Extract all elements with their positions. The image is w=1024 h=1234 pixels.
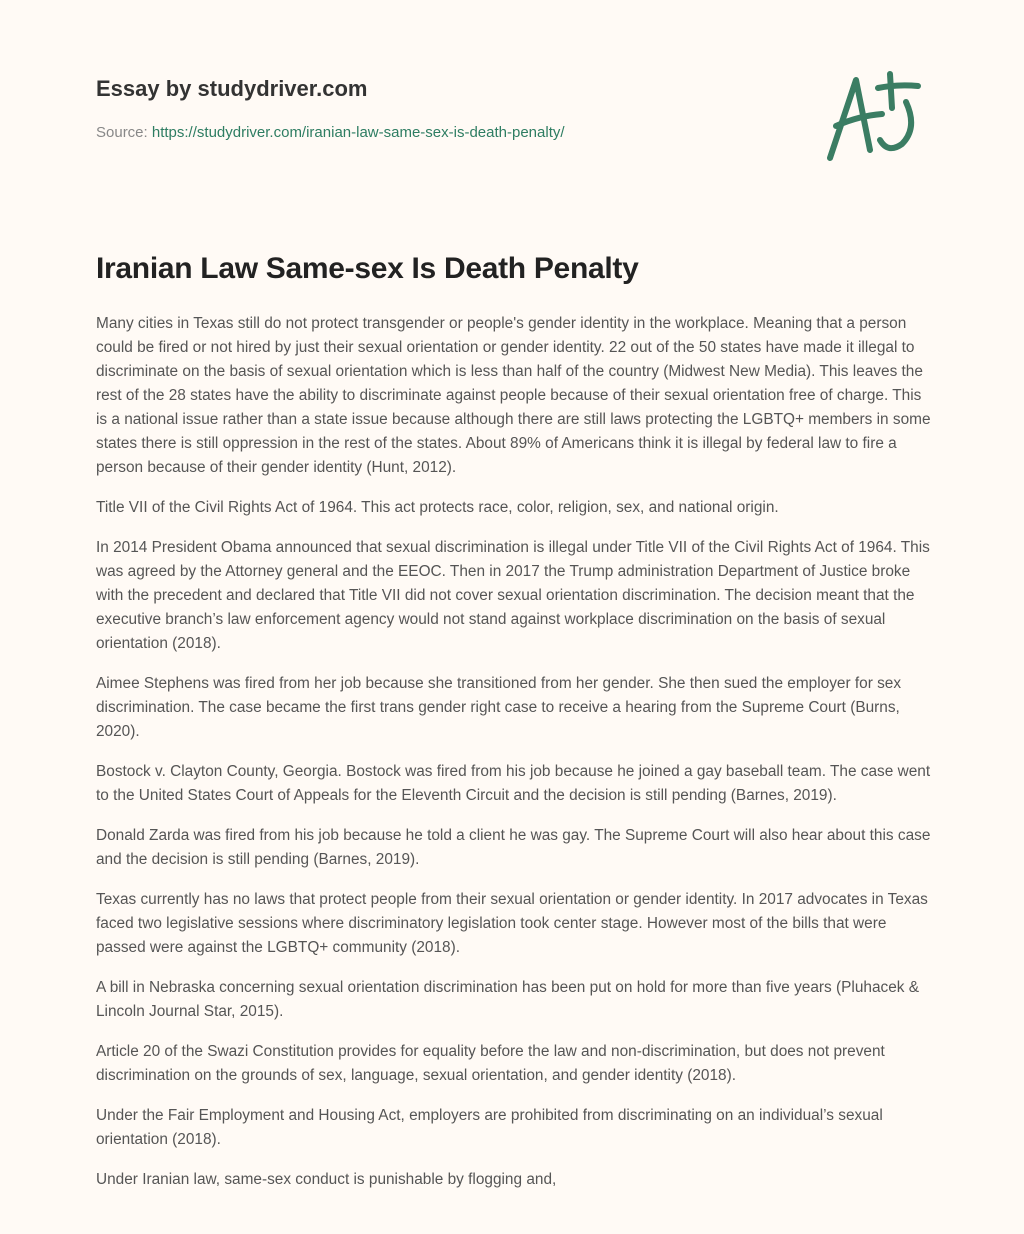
paragraph: Title VII of the Civil Rights Act of 1964. This act protects race, color, religion, sex, and national origin. bbox=[96, 499, 779, 516]
paragraph: Under Iranian law, same-sex conduct is punishable by flogging and, bbox=[96, 1171, 557, 1188]
essay-title: Iranian Law Same-sex Is Death Penalty bbox=[96, 252, 639, 285]
a-plus-logo-icon bbox=[818, 68, 928, 168]
source-line bbox=[96, 124, 565, 141]
source-label: Source: bbox=[96, 124, 148, 141]
paragraph: Aimee Stephens was fired from her job because she transitioned from her gender. She then sued the employer for sex discrimination. The case became the first trans gender right case to receive a hearing from the Supreme Court (Burns, 2020). bbox=[96, 675, 902, 740]
source-link[interactable]: https://studydriver.com/iranian-law-same-sex-is-death-penalty/ bbox=[151, 124, 565, 141]
paragraph: Donald Zarda was fired from his job because he told a client he was gay. The Supreme Court will also hear about this case and the decision is still pending (Barnes, 2019). bbox=[96, 827, 931, 868]
paragraph: Many cities in Texas still do not protect transgender or people's gender identity in the workplace. Meaning that a person could be fired or not hired by just their sexual orientation or gender identity. 22 out of the 50 states have made it illegal to discriminate on the basis of sexual orientation which is less than half of the country (Midwest New Media). This leaves the rest of the 28 states have the ability to discriminate against people because of their sexual orientation free of charge. This is a national issue rather than a state issue because although there are still laws protecting the LGBTQ+ members in some states there is still oppression in the rest of the states. About 89% of Americans think it is illegal by federal law to fire a person because of their gender identity (Hunt, 2012). bbox=[96, 315, 931, 476]
paragraph: A bill in Nebraska concerning sexual orientation discrimination has been put on hold for more than five years (Pluhacek & Lincoln Journal Star, 2015). bbox=[96, 979, 920, 1020]
brand-title: Essay by studydriver.com bbox=[96, 76, 368, 101]
paragraph: Bostock v. Clayton County, Georgia. Bostock was fired from his job because he joined a gay baseball team. The case went to the United States Court of Appeals for the Eleventh Circuit and the decision is still pending (Barnes, 2019). bbox=[96, 763, 931, 804]
paragraph: Article 20 of the Swazi Constitution provides for equality before the law and non-discrimination, but does not prevent discrimination on the grounds of sex, language, sexual orientation, and gender identity (2018). bbox=[96, 1043, 885, 1084]
paragraph: In 2014 President Obama announced that sexual discrimination is illegal under Title VII of the Civil Rights Act of 1964. This was agreed by the Attorney general and the EEOC. Then in 2017 the Trump administration Department of Justice broke with the precedent and declared that Title VII did not cover sexual orientation discrimination. The decision meant that the executive branch’s law enforcement agency would not stand against workplace discrimination on the basis of sexual orientation (2018). bbox=[96, 539, 930, 652]
paragraph: Texas currently has no laws that protect people from their sexual orientation or gender identity. In 2017 advocates in Texas faced two legislative sessions where discriminatory legislation took center stage. However most of the bills that were passed were against the LGBTQ+ community (2018). bbox=[96, 891, 928, 956]
essay-body bbox=[96, 312, 936, 1208]
paragraph: Under the Fair Employment and Housing Act, employers are prohibited from discriminating on an individual’s sexual orientation (2018). bbox=[96, 1107, 883, 1148]
